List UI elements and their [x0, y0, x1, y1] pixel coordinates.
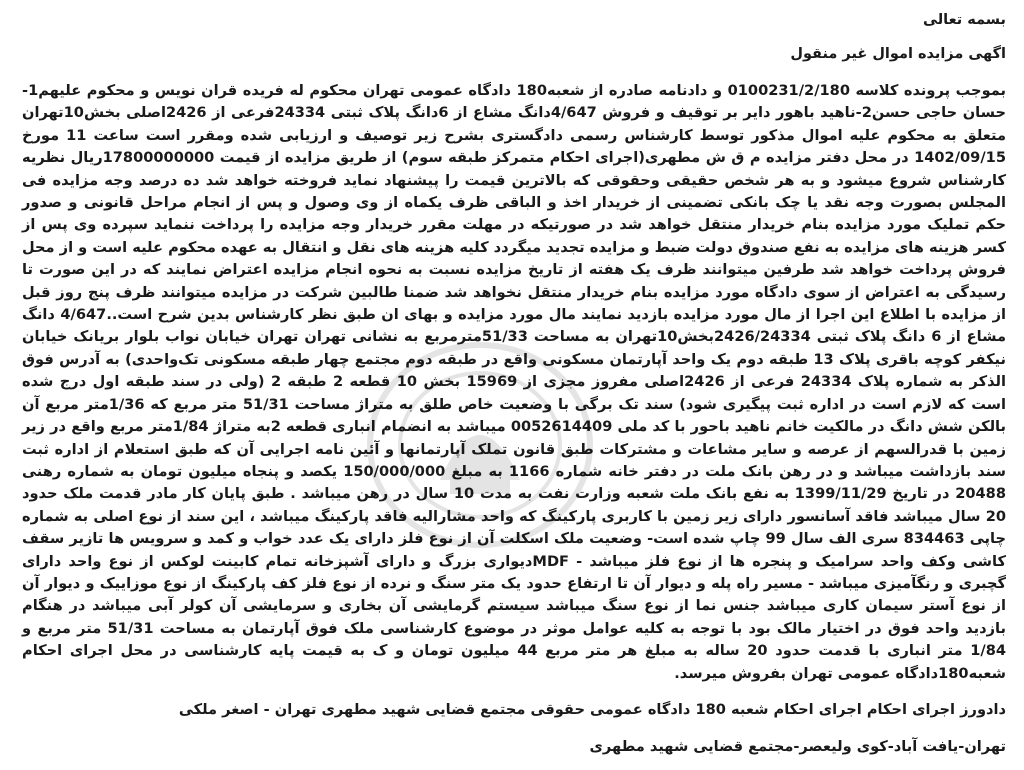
notice-address: تهران-یافت آباد-کوی ولیعصر-مجتمع قضایی شهید مطهری [589, 738, 1006, 755]
notice-title: اگهی مزایده اموال غیر منقول [790, 46, 1006, 62]
bismillah-heading: بسمه تعالی [923, 12, 1006, 28]
notice-body: بموجب پرونده کلاسه 0100231/2/180 و دادنامه صادره از شعبه180 دادگاه عمومی تهران محکوم له فریده قران نویس و محکوم علیهم1-حسان حاجی حسن2-ناهید باهور دایر بر توقیف و فروش 4/647دانگ مشاع از 6دانگ پلاک ثبتی 24334فرعی از 2426اصلی بخش10تهران متعلق به محکوم علیه اموال مذکور توسط کارشناس رسمی دادگستری بشرح زیر توصیف و ارزیابی شده ومقرر است ساعت 11 مورخ 1402/09/15 در محل دفتر مزایده م ق ش مطهری(اجرای احکام متمرکز طبقه سوم) از طریق مزایده از قیمت 17800000000ریال نظریه کارشناس شروع میشود و به هر شخص حقیقی وحقوقی که بالاترین قیمت را پیشنهاد نماید فروخته خواهد شد ده درصد وجه مزایده فی المجلس بصورت وجه نقد یا چک بانکی تضمینی از خریدار اخذ و الباقی ظرف یکماه از وی وصول و پس از انجام مراحل قانونی و صدور حکم تملیک مورد مزایده بنام خریدار منتقل خواهد شد در صورتیکه در مهلت مقرر خریدار وجه مزایده را پرداخت ننماید سپرده وی پس از کسر هزینه های مزایده به نفع صندوق دولت ضبط و مزایده تجدید میگردد کلیه هزینه های نقل و انتقال به عهده محکوم علیه است و از محل فروش پرداخت خواهد شد طرفین میتوانند ظرف یک هفته از تاریخ مزایده نسبت به نحوه انجام مزایده اعتراض نمایند که در این صورت تا رسیدگی به اعتراض از سوی دادگاه مورد مزایده بنام خریدار منتقل نخواهد شد ضمنا طالبین شرکت در مزایده میتوانند ظرف پنج روز قبل از مزایده با اطلاع این اجرا از مال مورد مزایده بازدید نمایند مال مورد مزایده و بهای ان طبق نظر کارشناس بدین شرح است..4/647 دانگ مشاع از 6 دانگ پلاک ثبتی 2426/24334بخش10تهران به مساحت 51/33مترمربع به نشانی تهران تهران خیابان نواب بلوار بریانک خیابان نیکفر کوچه باقری پلاک 13 طبقه دوم یک واحد آپارتمان مسکونی واقع در طبقه دوم مجتمع چهار طبقه مسکونی تک‌واحدی) به آدرس فوق الذکر به شماره پلاک 24334 فرعی از 2426اصلی مفروز مجزی از 15969 بخش 10 قطعه 2 طبقه 2 (ولی در سند طبقه اول درج شده است که لازم است در اداره ثبت پیگیری شود) سند تک برگی با وضعیت خاص طلق به متراژ مساحت 51/31 متر مربع که 1/36متر مربع آن بالکن شش دانگ در مالکیت خانم ناهید باحور با کد ملی 0052614409 میباشد به انضمام انباری قطعه 2به متراژ 1/84متر مربع واقع در زیر زمین با قدرالسهم از عرصه و سایر مشاعات و مشترکات طبق قانون تملک آپارتمانها و آئین نامه اجرایی آن که طبق استعلام از اداره ثبت سند بازداشت میباشد و در رهن بانک ملت در دفتر خانه شماره 1166 به مبلغ 150/000/000 یکصد و پنجاه میلیون تومان به شماره رهنی 20488 در تاریخ 1399/11/29 به نفع بانک ملت شعبه وزارت نفت به مدت 10 سال در رهن میباشد . طبق پایان کار مادر قدمت ملک حدود 20 سال میباشد فاقد آسانسور دارای زیر زمین با کاربری پارکینگ که واحد مشارالیه فاقد پارکینگ میباشد ، این سند از نوع اصلی به شماره چاپی 834463 سری الف سال 99 چاپ شده است- وضعیت ملک اسکلت آن از نوع فلز دارای یک عدد خواب و کمد و سرویس ها تازیر سقف کاشی وکف واحد سرامیک و پنجره ها از نوع فلز میباشد - MDFدیواری بزرگ و دارای آشپزخانه تمام کابینت لوکس از نوع واحد دارای گچبری و رنگآمیزی میباشد - مسیر راه پله و دیوار آن تا ارتفاع حدود یک متر سنگ و نرده از نوع فلز کف پارکینگ از نوع موزاییک و دیوار آن از نوع آستر سیمان کاری میباشد جنس نما از نوع سنگ میباشد سیستم گرمایشی آن بخاری و سرمایشی آن کولر آبی میباشد در هنگام بازدید واحد فوق در اختیار مالک بود با توجه به کلیه عوامل موثر در موضوع کارشناسی ملک فوق آپارتمان به مساحت 51/31 متر مربع و 1/84 متر انباری با قدمت حدود 20 ساله به مبلغ هر متر مربع 44 میلیون تومان و ک به قیمت پایه کارشناسی در محل اجرای احکام شعبه180دادگاه عمومی تهران بفروش میرسد. [22, 82, 1007, 682]
notice-signature: دادورز اجرای احکام اجرای احکام شعبه 180 دادگاه عمومی حقوقی مجتمع قضایی شهید مطهری تهران - اصغر ملکی [178, 700, 1006, 718]
